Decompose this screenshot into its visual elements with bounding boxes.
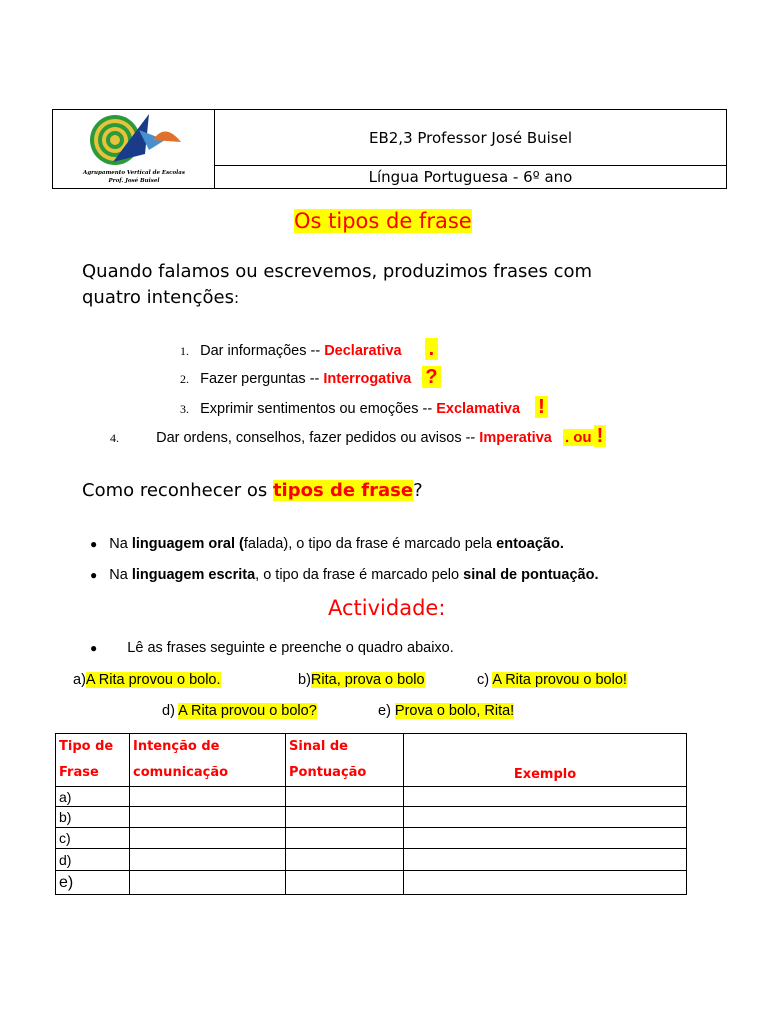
logo-caption: Prof. José Buisel [108, 178, 160, 184]
answer-table [55, 733, 687, 895]
table-cell[interactable] [286, 871, 404, 895]
table-header-cell: Exemplo [404, 734, 687, 787]
school-name: EB2,3 Professor José Buisel [215, 110, 726, 166]
exclamation-mark: ! [594, 425, 607, 447]
question-mark: ? [422, 366, 440, 388]
page-title: Os tipos de frase [294, 209, 472, 233]
table-cell[interactable] [286, 849, 404, 871]
document-header [52, 109, 727, 189]
sentence-d: d) A Rita provou o bolo? [162, 703, 317, 719]
table-cell[interactable] [404, 849, 687, 871]
row-label: e) [56, 871, 130, 895]
table-header-cell: Intenção de comunicação [130, 734, 286, 787]
table-cell[interactable] [404, 787, 687, 807]
list-item: 4. Dar ordens, conselhos, fazer pedidos ou avisos -- Imperativa . ou ! [110, 425, 606, 448]
list-item: 3. Exprimir sentimentos ou emoções -- Exclamativa ! [180, 396, 548, 419]
sentence-c: c) A Rita provou o bolo! [477, 672, 627, 688]
table-cell[interactable] [130, 871, 286, 895]
table-cell[interactable] [130, 849, 286, 871]
row-label: c) [56, 828, 130, 849]
table-cell[interactable] [130, 828, 286, 849]
bullet-item: ● Na linguagem oral (falada), o tipo da frase é marcado pela entoação. [90, 536, 564, 552]
table-row [56, 807, 687, 828]
table-row [56, 849, 687, 871]
school-logo-graphic [53, 110, 213, 188]
table-header-cell: Tipo de Frase [56, 734, 130, 787]
bullet-icon: ● [90, 537, 98, 551]
subject-line: Língua Portuguesa - 6º ano [368, 168, 573, 186]
intro-line-1: Quando falamos ou escrevemos, produzimos frases com [82, 261, 593, 282]
period-or-mark: . ou [564, 429, 592, 446]
activity-title: Actividade: [328, 596, 446, 620]
row-label: a) [56, 787, 130, 807]
bullet-item: ● Na linguagem escrita, o tipo da frase é marcado pelo sinal de pontuação. [90, 567, 599, 583]
sentence-e: e) Prova o bolo, Rita! [378, 703, 515, 719]
intro-line-2: quatro intenções: [82, 287, 240, 308]
table-cell[interactable] [286, 828, 404, 849]
school-logo [53, 110, 215, 188]
list-item: 1. Dar informações -- Declarativa . [180, 338, 438, 361]
table-header-cell: Sinal de Pontuação [286, 734, 404, 787]
activity-instruction: ● Lê as frases seguinte e preenche o quadro abaixo. [90, 640, 454, 656]
bullet-icon: ● [90, 568, 98, 582]
row-label: b) [56, 807, 130, 828]
logo-caption: Agrupamento Vertical de Escolas [83, 170, 185, 176]
sentence-b: b)Rita, prova o bolo [298, 672, 425, 688]
table-cell[interactable] [286, 787, 404, 807]
table-header-row [56, 734, 687, 787]
exclamation-mark: ! [535, 396, 548, 418]
bullet-icon: ● [90, 641, 98, 655]
list-item: 2. Fazer perguntas -- Interrogativa ? [180, 366, 441, 389]
row-label: d) [56, 849, 130, 871]
table-cell[interactable] [286, 807, 404, 828]
table-row [56, 871, 687, 895]
table-row [56, 787, 687, 807]
table-cell[interactable] [130, 807, 286, 828]
period-mark: . [425, 338, 439, 360]
sentence-a: a)A Rita provou o bolo. [73, 672, 221, 688]
table-row [56, 828, 687, 849]
question-line: Como reconhecer os tipos de frase? [82, 480, 423, 501]
table-cell[interactable] [404, 828, 687, 849]
table-cell[interactable] [404, 807, 687, 828]
table-cell[interactable] [130, 787, 286, 807]
table-cell[interactable] [404, 871, 687, 895]
